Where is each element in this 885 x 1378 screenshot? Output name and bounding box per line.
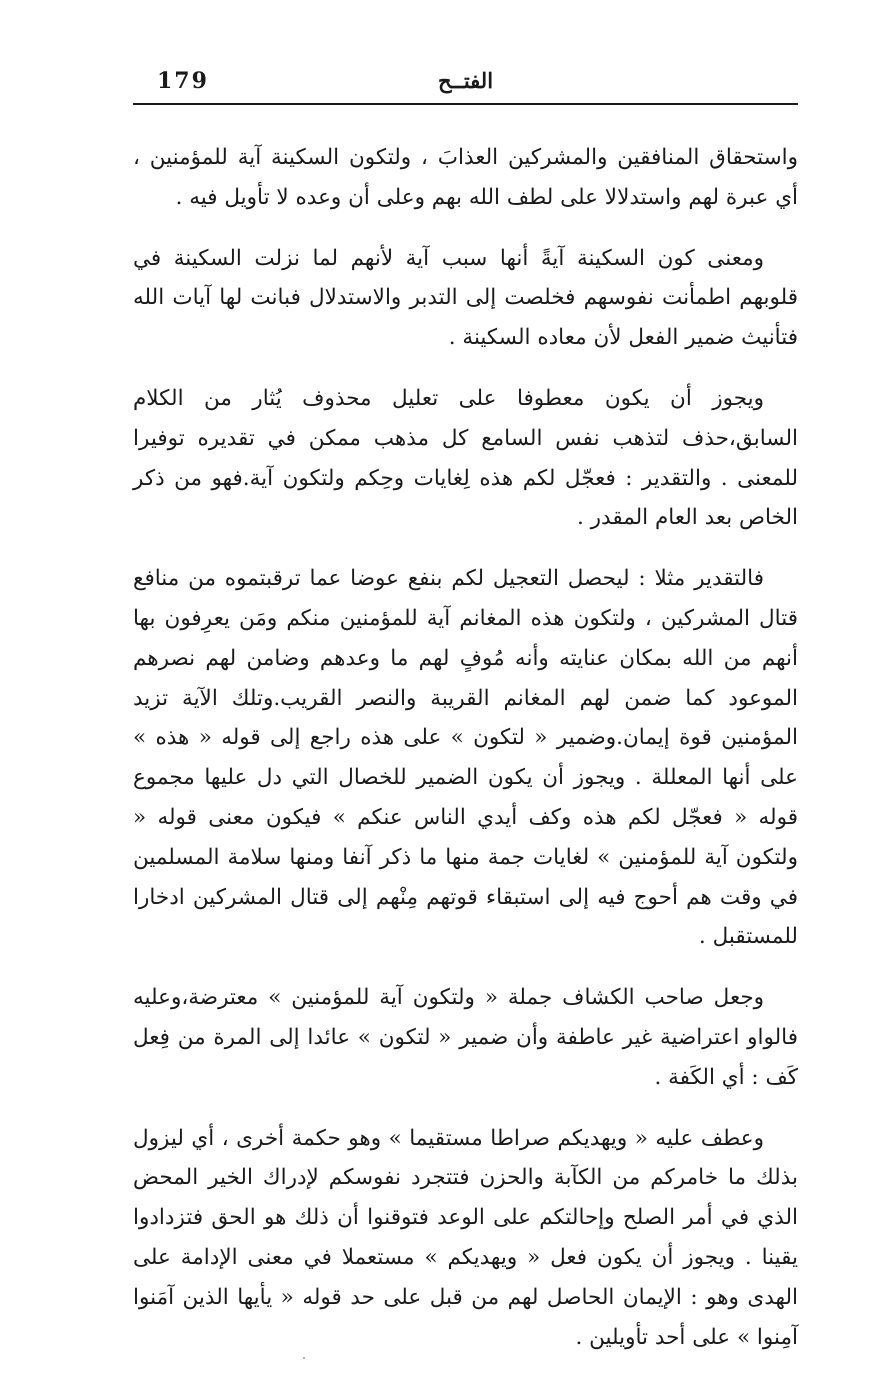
paragraph-3: ويجوز أن يكون معطوفا على تعليل محذوف يُثار من الكلام السابق،حذف لتذهب نفس السامع كل مذهب ممكن في تقديره توفيرا للمعنى . والتقدير : فعجّل لكم هذه لِغايات وحِكم ولتكون آية.فهو من ذكر الخاص بعد العام المقدر . xyxy=(133,385,798,531)
page-header xyxy=(133,66,798,102)
paragraph-1: واستحقاق المنافقين والمشركين العذابَ ، ولتكون السكينة آية للمؤمنين ، أي عبرة لهم واستدلالا على لطف الله بهم وعلى أن وعده لا تأويل فيه . xyxy=(133,145,798,210)
body-text xyxy=(133,138,798,1378)
paragraph-5: وجعل صاحب الكشاف جملة « ولتكون آية للمؤمنين » معترضة،وعليه فالواو اعتراضية غير عاطفة وأن ضمير « لتكون » عائدا إلى المرة من فِعل كَف : أي الكَفة . xyxy=(133,985,798,1090)
header-rule xyxy=(133,103,798,105)
running-title: الفتــح xyxy=(437,68,494,93)
paragraph-4: فالتقدير مثلا : ليحصل التعجيل لكم بنفع عوضا عما ترقبتموه من منافع قتال المشركين ، ولتكون هذه المغانم آية للمؤمنين منكم ومَن يعرِفون بها أنهم من الله بمكان عنايته وأنه مُوفٍ لهم ما وعدهم وضامن لهم نصرهم الموعود كما ضمن لهم المغانم القريبة والنصر القريب.وتلك الآية تزيد المؤمنين قوة إيمان.وضمير « لتكون » على هذه راجع إلى قوله « هذه » على أنها المعللة . ويجوز أن يكون الضمير للخصال التي دل عليها مجموع قوله « فعجّل لكم هذه وكف أيدي الناس عنكم » فيكون معنى قوله « ولتكون آية للمؤمنين » لغايات جمة منها ما ذكر آنفا ومنها سلامة المسلمين في وقت هم أحوج فيه إلى استبقاء قوتهم مِنْهم إلى قتال المشركين ادخارا للمستقبل . xyxy=(133,566,798,950)
paragraph-2: ومعنى كون السكينة آيةً أنها سبب آية لأنهم لما نزلت السكينة في قلوبهم اطمأنت نفوسهم فخلصت إلى التدبر والاستدلال فبانت لها آيات الله فتأنيث ضمير الفعل لأن معاده السكينة . xyxy=(133,245,798,351)
page-number: 179 xyxy=(157,68,209,94)
scan-speck xyxy=(303,1357,305,1359)
paragraph-6: وعطف عليه « ويهديكم صراطا مستقيما » وهو حكمة أخرى ، أي ليزول بذلك ما خامركم من الكآبة والحزن فتتجرد نفوسكم لإدراك الخير المحض الذي في أمر الصلح وإحالتكم على الوعد فتوقنوا أن ذلك هو الحق فتزدادوا يقينا . ويجوز أن يكون فعل « ويهديكم » مستعملا في معنى الإدامة على الهدى وهو : الإيمان الحاصل لهم من قبل على حد قوله « يأيها الذين آمَنوا آمِنوا » على أحد تأويلين . xyxy=(133,1125,798,1350)
